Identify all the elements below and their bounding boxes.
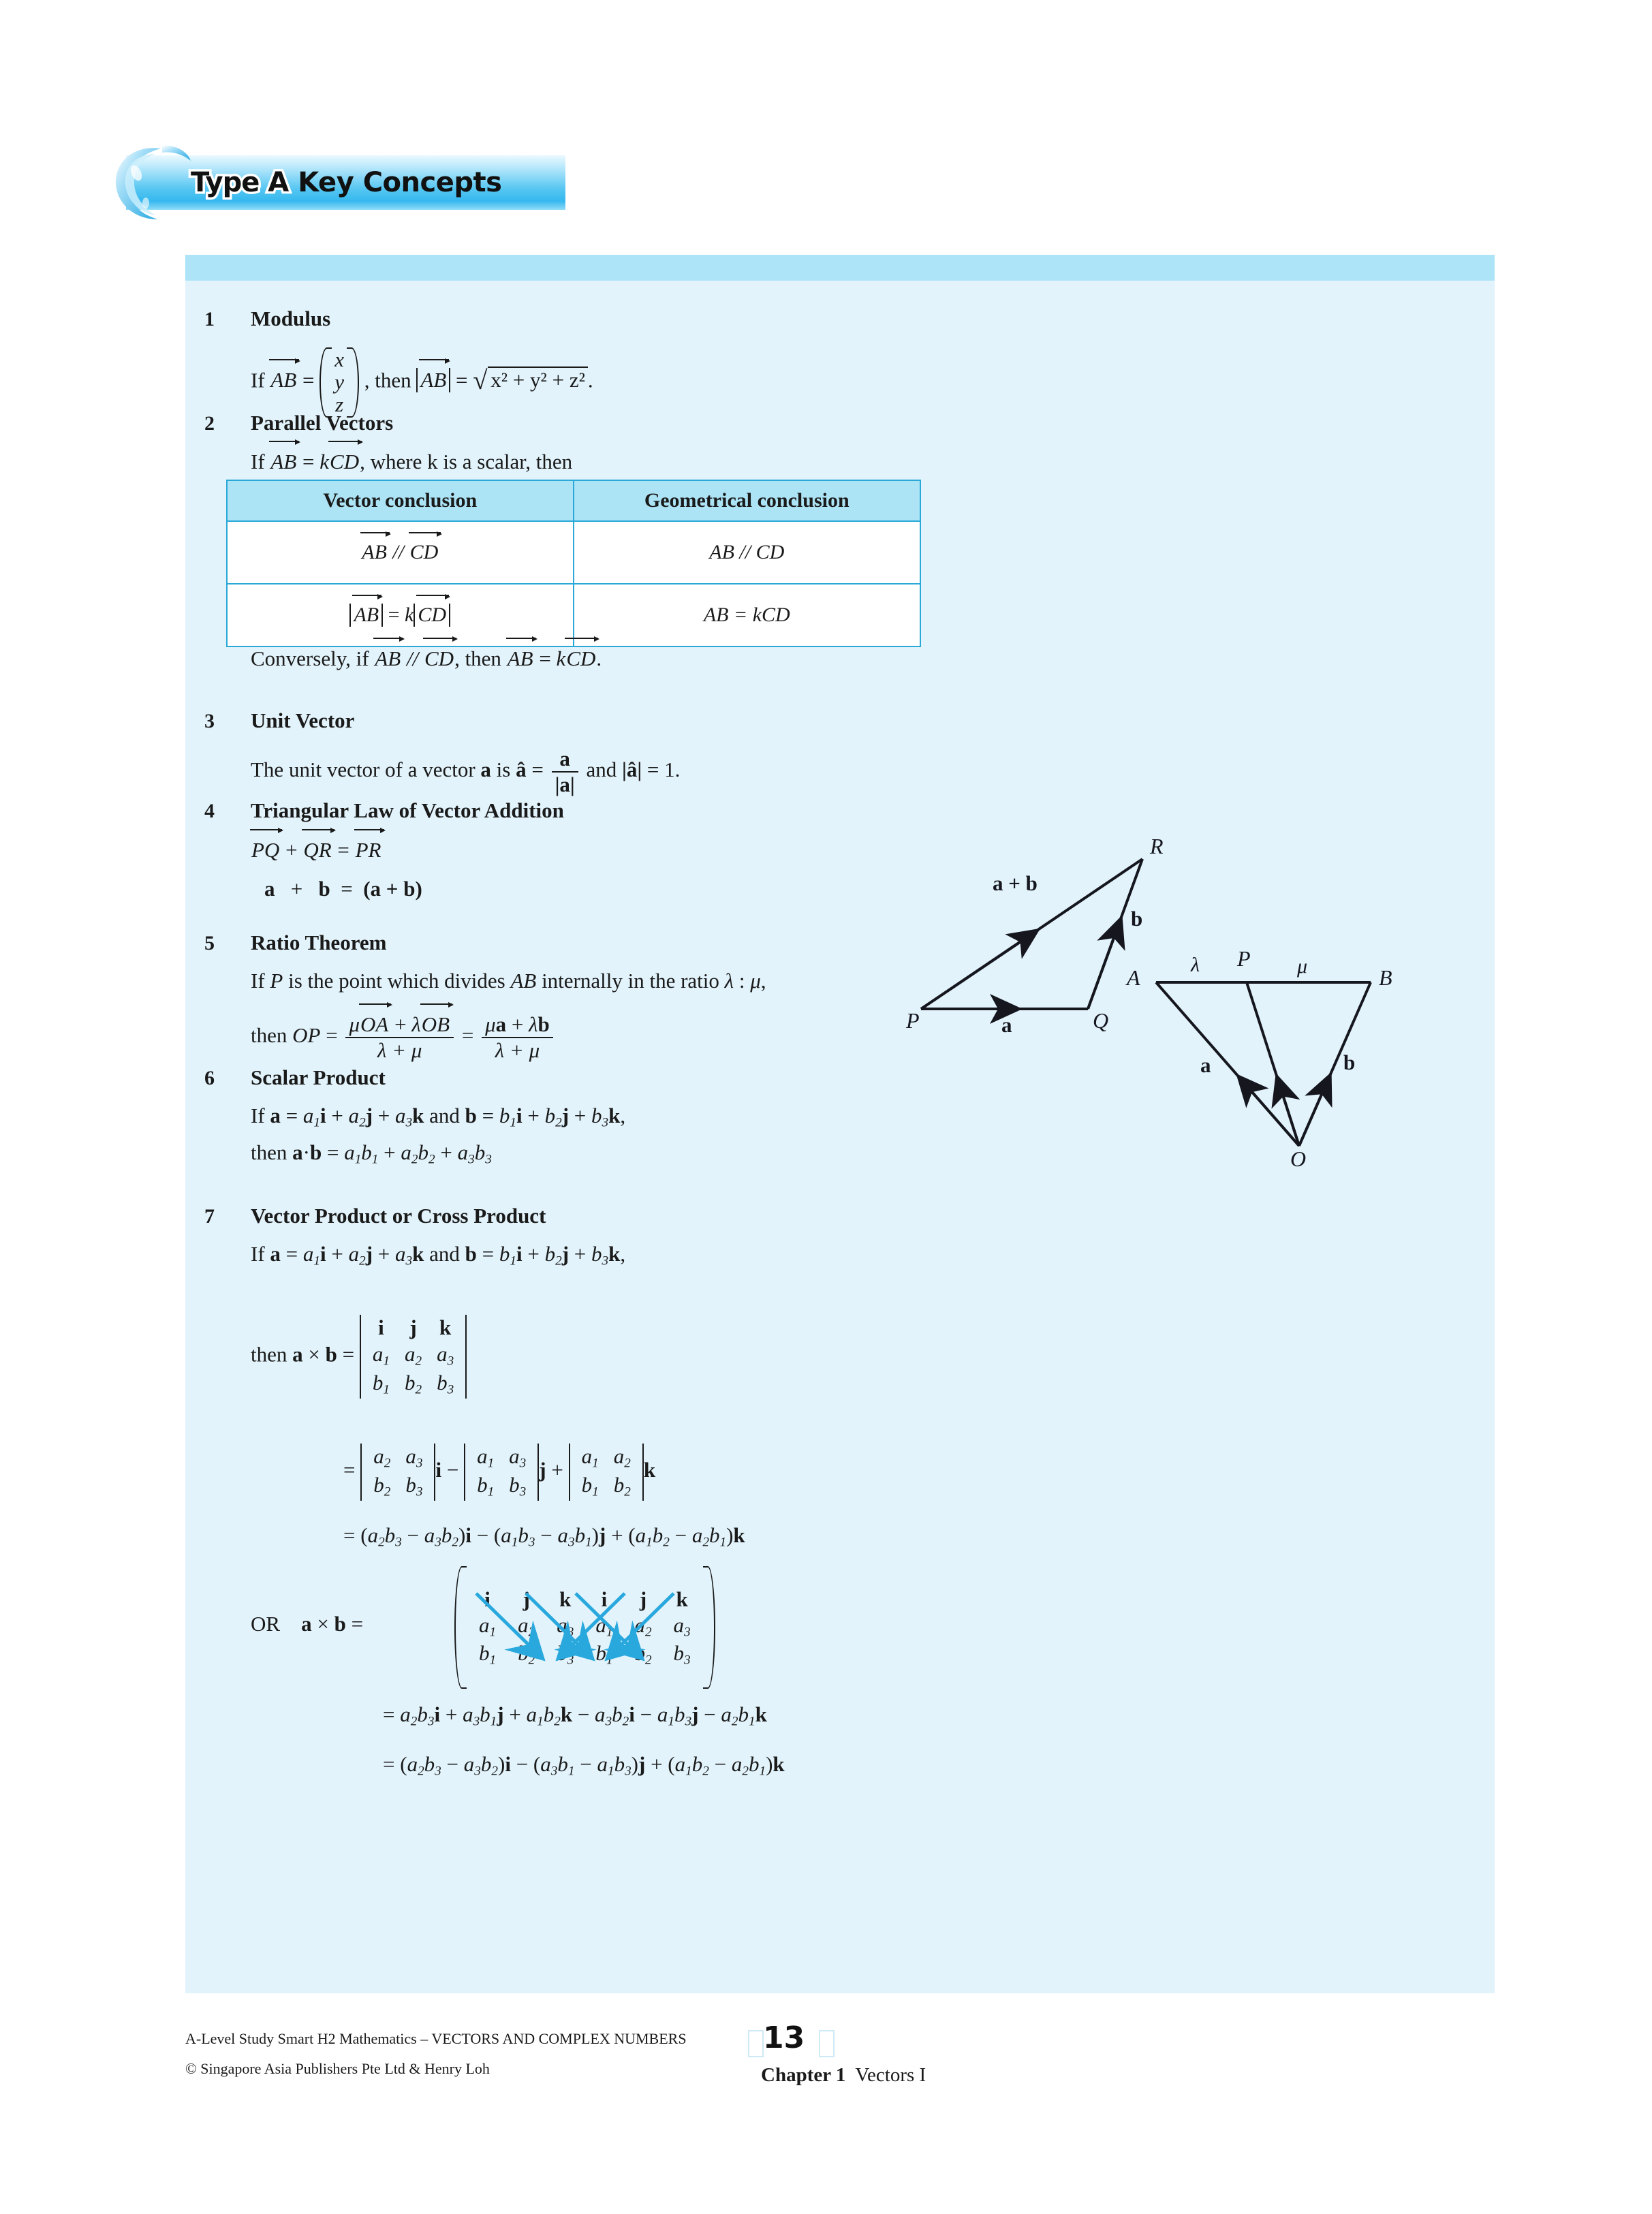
determinant-minor-k: $a_1$ $a_2$ $b_1$ $b_2$ — [569, 1444, 644, 1501]
svg-text:P: P — [1237, 946, 1251, 971]
panel-top-strip — [185, 255, 1495, 281]
svg-text:a: a — [1200, 1053, 1211, 1077]
svg-text:Q: Q — [1093, 1008, 1109, 1033]
s7-or-line1: = $a_2b_3i + a_3b_1j + a_1b_2k - a_3b_2i - a_1b_3j - a_2b_1k$ — [383, 1702, 767, 1729]
s3-formula: The unit vector of a vector a is â = $\frac{a}{|a|}$ and |â| = 1. — [251, 747, 681, 796]
banner-type-label: Type A — [191, 167, 289, 198]
svg-text:b: b — [1131, 907, 1143, 931]
ratio-theorem-diagram — [1098, 936, 1412, 1168]
page-number: 13 — [763, 2021, 805, 2055]
determinant-3x3: i j k $a_1$ $a_2$ $a_3$ $b_1$ $b_2$ $b_3$ — [360, 1315, 467, 1399]
s2-conversely: Conversely, if AB // CD, then AB = kCD. — [251, 646, 602, 670]
section-title-7: Vector Product or Cross Product — [251, 1204, 546, 1228]
s4-line2: a + b = (a + b) — [264, 877, 422, 901]
s7-or-line2: = $(a_2b_3 - a_3b_2)i - (a_3b_1 - a_1b_3)j + (a_1b_2 - a_2b_1)k$ — [383, 1752, 785, 1779]
svg-text:a: a — [1001, 1013, 1012, 1037]
svg-text:b: b — [1343, 1050, 1356, 1074]
key-concepts-panel — [185, 255, 1495, 1993]
svg-text:μ: μ — [1297, 955, 1308, 978]
svg-text:A: A — [1127, 965, 1140, 990]
table-header-row — [227, 480, 920, 521]
water-swirl-icon — [95, 135, 198, 230]
svg-text:a + b: a + b — [993, 871, 1038, 895]
section-number-5: 5 — [204, 932, 215, 954]
section-title-3: Unit Vector — [251, 708, 355, 732]
banner-title: Key Concepts — [298, 167, 502, 198]
section-number-3: 3 — [204, 710, 215, 732]
s1-formula: If AB = x y z , then AB = √ x² + y² + z² . — [251, 347, 593, 418]
s7-minors-row: = $a_2$ $a_3$ $b_2$ $b_3$ i − $a_1$ $a_3$ $b_1$ $b_3$ j + $a_1$ $a_2$ $b_1$ $b_2$ k — [343, 1444, 655, 1501]
svg-text:λ: λ — [1191, 954, 1200, 976]
section-title-1: Modulus — [251, 307, 331, 330]
s7-or-matrix: i j k i j k $a_1$ $a_2$ $a_3$ $a_1$ $a_2$ $a_3$ $b_1$ $b_2$ $b_3$ $b_1$ $b_2$ $b_3$ — [454, 1566, 761, 1689]
cell-geometric-1: AB // CD — [574, 521, 920, 584]
table-header-geometric: Geometrical conclusion — [574, 480, 920, 521]
s2-intro: If AB = kCD, where k is a scalar, then — [251, 450, 573, 473]
footer-line-2: © Singapore Asia Publishers Pte Ltd & Henry Loh — [185, 2060, 490, 2077]
cell-geometric-2: AB = kCD — [574, 584, 920, 646]
page-mark-left — [748, 2030, 764, 2057]
s6-line2: then $a\cdot b = a_1b_1 + a_2b_2 + a_3b_3$ — [251, 1140, 492, 1167]
section-number-4: 4 — [204, 800, 215, 822]
cell-vector-1: AB // CD — [227, 521, 574, 584]
s6-line1: If $a = a_1i + a_2j + a_3k$ and $b = b_1i + b_2j + b_3k$, — [251, 1104, 626, 1130]
chapter-number: Chapter 1 — [761, 2064, 846, 2086]
svg-text:P: P — [906, 1008, 920, 1033]
section-number-1: 1 — [204, 308, 215, 330]
section-title-5: Ratio Theorem — [251, 931, 387, 954]
chapter-title: Vectors I — [855, 2064, 926, 2086]
cell-vector-2: AB = k CD — [227, 584, 574, 646]
s5-formula: then OP = $\frac{\text{μOA + λOB}}{\lambda + \mu}$ = $\frac{\mu a + \lambda b}{\lambda + \mu}$ — [251, 1012, 556, 1063]
s4-line1: PQ + QR = PR — [251, 838, 381, 862]
footer-line-1: A-Level Study Smart H2 Mathematics – VECTORS AND COMPLEX NUMBERS — [185, 2030, 687, 2047]
section-title-6: Scalar Product — [251, 1065, 386, 1089]
section-number-7: 7 — [204, 1205, 215, 1228]
section-title-4: Triangular Law of Vector Addition — [251, 798, 564, 822]
key-concepts-banner — [126, 155, 565, 211]
section-number-6: 6 — [204, 1067, 215, 1089]
svg-text:B: B — [1379, 965, 1392, 990]
s7-line1: If $a = a_1i + a_2j + a_3k$ and $b = b_1i + b_2j + b_3k$, — [251, 1242, 626, 1268]
table-header-vector: Vector conclusion — [227, 480, 574, 521]
determinant-minor-j: $a_1$ $a_3$ $b_1$ $b_3$ — [464, 1444, 539, 1501]
page-mark-right — [819, 2030, 835, 2057]
svg-text:O: O — [1290, 1147, 1307, 1168]
cross-product-diagonal-arrows — [454, 1566, 761, 1689]
section-number-2: 2 — [204, 412, 215, 435]
page-footer — [185, 2021, 1500, 2112]
parallel-vectors-table — [226, 480, 921, 647]
s5-line1: If P is the point which divides AB internally in the ratio λ : μ, — [251, 969, 766, 993]
s7-det3-row: then a × b = i j k $a_1$ $a_2$ $a_3$ $b_1$ $b_2$ $b_3$ — [251, 1315, 467, 1399]
s7-or-label: OR a × b = — [251, 1612, 364, 1636]
determinant-minor-i: $a_2$ $a_3$ $b_2$ $b_3$ — [360, 1444, 435, 1501]
chapter-label — [761, 2064, 926, 2087]
table-row — [227, 521, 920, 584]
s7-expanded: = $(a_2b_3 - a_3b_2)i - (a_1b_3 - a_3b_1)j + (a_1b_2 - a_2b_1)k$ — [343, 1523, 745, 1550]
svg-text:R: R — [1150, 834, 1164, 858]
section-title-2: Parallel Vectors — [251, 411, 394, 435]
